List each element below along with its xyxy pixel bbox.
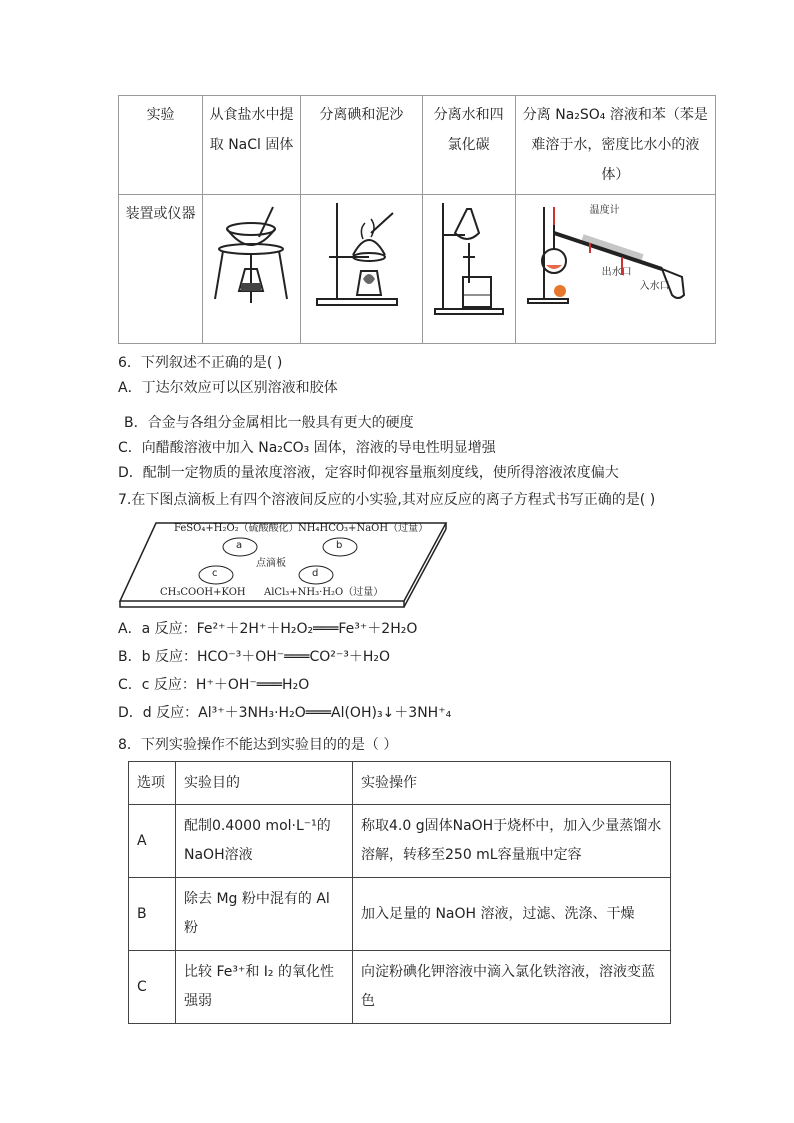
row-label: 装置或仪器 — [119, 195, 203, 344]
separatory-funnel-apparatus — [422, 195, 515, 344]
row-operation: 称取4.0 g固体NaOH于烧杯中，加入少量蒸馏水溶解，转移至250 mL容量瓶中定容 — [353, 805, 671, 878]
header-cell: 从食盐水中提取 NaCl 固体 — [203, 96, 301, 195]
q6-option-d: D．配制一定物质的量浓度溶液，定容时仰视容量瓶刻度线，使所得溶液浓度偏大 — [118, 465, 619, 481]
water-in-label: 入水口 — [639, 281, 670, 292]
experiment-table — [128, 761, 671, 1024]
header-cell: 分离碘和泥沙 — [301, 96, 423, 195]
row-operation: 向淀粉碘化钾溶液中滴入氯化铁溶液，溶液变蓝色 — [353, 951, 671, 1024]
row-purpose: 比较 Fe³⁺和 I₂ 的氧化性强弱 — [176, 951, 353, 1024]
reagent-c: CH₃COOH+KOH — [160, 587, 246, 598]
table-row — [129, 805, 671, 878]
water-out-label: 出水口 — [601, 267, 632, 278]
evaporation-apparatus — [203, 195, 301, 344]
thermometer-label: 温度计 — [589, 205, 620, 216]
reagent-d: AlCl₃+NH₃·H₂O（过量） — [264, 587, 384, 598]
row-purpose: 除去 Mg 粉中混有的 Al 粉 — [176, 878, 353, 951]
well-d-label: d — [312, 568, 319, 579]
q7-option-c: C．c 反应：H⁺＋OH⁻═══H₂O — [118, 677, 310, 693]
spot-plate-figure — [118, 519, 448, 611]
q8-stem: 8．下列实验操作不能达到实验目的的是（ ） — [118, 737, 398, 753]
well-c-label: c — [212, 568, 218, 579]
reagent-a: FeSO₄+H₂O₂（硫酸酸化） — [174, 523, 299, 534]
well-a-label: a — [236, 540, 243, 551]
q6-option-c: C．向醋酸溶液中加入 Na₂CO₃ 固体，溶液的导电性明显增强 — [118, 440, 496, 456]
header-cell: 分离 Na₂SO₄ 溶液和苯（苯是难溶于水，密度比水小的液体） — [515, 96, 715, 195]
evaporating-dish-icon — [209, 199, 293, 309]
header-operation: 实验操作 — [353, 762, 671, 805]
q6-option-a: A．丁达尔效应可以区别溶液和胶体 — [118, 380, 338, 396]
table-header-row — [129, 762, 671, 805]
sublimation-stand-icon — [307, 199, 407, 311]
q7-option-b: B．b 反应：HCO⁻³＋OH⁻═══CO²⁻³＋H₂O — [118, 649, 391, 665]
distillation-apparatus — [515, 195, 715, 344]
row-operation: 加入足量的 NaOH 溶液，过滤、洗涤、干燥 — [353, 878, 671, 951]
reagent-b: NH₄HCO₃+NaOH（过量） — [298, 523, 429, 534]
separatory-funnel-icon — [429, 199, 509, 317]
row-option: C — [129, 951, 176, 1024]
q7-stem: 7.在下图点滴板上有四个溶液间反应的小实验,其对应反应的离子方程式书写正确的是( ) — [118, 492, 656, 508]
header-cell: 实验 — [119, 96, 203, 195]
well-b-label: b — [336, 540, 343, 551]
row-purpose: 配制0.4000 mol·L⁻¹的NaOH溶液 — [176, 805, 353, 878]
row-option: B — [129, 878, 176, 951]
row-option: A — [129, 805, 176, 878]
q6-stem: 6．下列叙述不正确的是( ) — [118, 355, 283, 371]
sublimation-apparatus — [301, 195, 423, 344]
q7-option-a: A．a 反应：Fe²⁺＋2H⁺＋H₂O₂═══Fe³⁺＋2H₂O — [118, 621, 418, 637]
plate-label: 点滴板 — [256, 558, 286, 569]
header-purpose: 实验目的 — [176, 762, 353, 805]
q7-option-d: D．d 反应：Al³⁺＋3NH₃·H₂O═══Al(OH)₃↓＋3NH⁺₄ — [118, 705, 452, 721]
apparatus-image-row — [119, 195, 716, 344]
q6-option-b: B．合金与各组分金属相比一般具有更大的硬度 — [124, 415, 414, 431]
apparatus-header-row — [119, 96, 716, 195]
header-cell: 分离水和四氯化碳 — [422, 96, 515, 195]
table-row — [129, 878, 671, 951]
header-option: 选项 — [129, 762, 176, 805]
table-row — [129, 951, 671, 1024]
apparatus-table — [118, 95, 716, 344]
